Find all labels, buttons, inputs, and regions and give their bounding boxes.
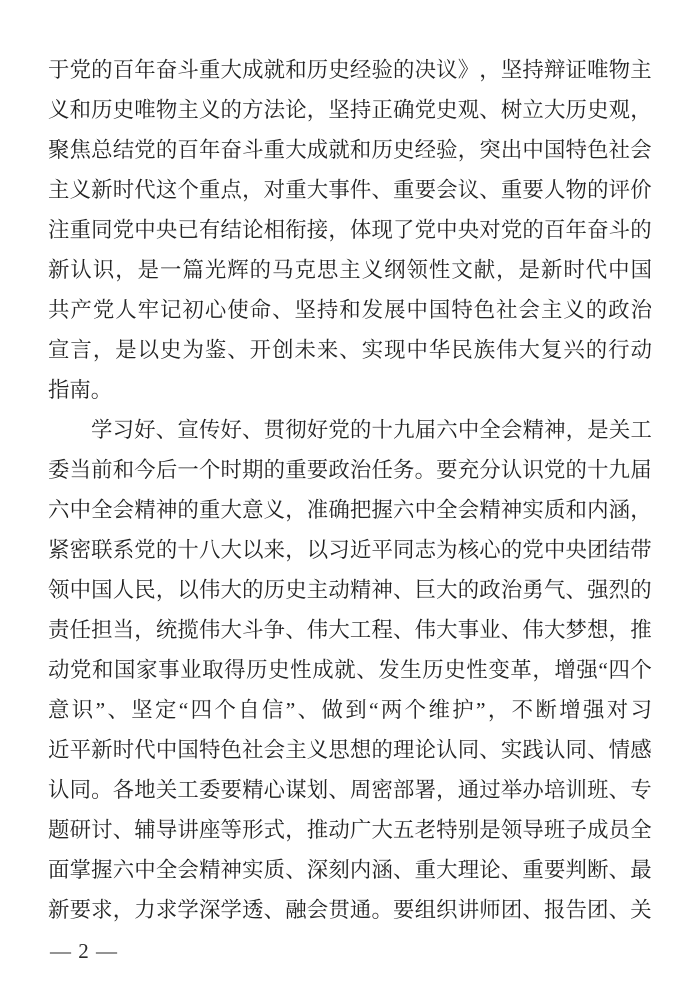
- text-line: 指南。: [48, 378, 113, 402]
- text-line: 宣 言 ， 是 以 史 为 鉴 、 开 创 未 来 、 实 现 中 华 民 族 伟 大 复 兴 的 行 动: [48, 338, 652, 362]
- text-line: 新 认 识 ， 是 一 篇 光 辉 的 马 克 思 主 义 纲 领 性 文 献 ， 是 新 时 代 中 国: [48, 258, 652, 282]
- text-line: 共 产 党 人 牢 记 初 心 使 命 、 坚 持 和 发 展 中 国 特 色 社 会 主 义 的 政 治: [48, 298, 652, 322]
- text-line: 委 当 前 和 今 后 一 个 时 期 的 重 要 政 治 任 务 。 要 充 分 认 识 党 的 十 九 届: [48, 458, 652, 482]
- page-number: — 2 —: [50, 939, 118, 963]
- text-line: 意 识 ” 、 坚 定 “ 四 个 自 信 ” 、 做 到 “ 两 个 维 护 ” ， 不 断 增 强 对 习: [48, 698, 652, 722]
- text-line: 新 要 求 ， 力 求 学 深 学 透 、 融 会 贯 通 。 要 组 织 讲 师 团 、 报 告 团 、 关: [48, 898, 652, 922]
- text-line: 近 平 新 时 代 中 国 特 色 社 会 主 义 思 想 的 理 论 认 同 、 实 践 认 同 、 情 感: [48, 738, 652, 762]
- text-line: 认 同 。 各 地 关 工 委 要 精 心 谋 划 、 周 密 部 署 ， 通 过 举 办 培 训 班 、 专: [48, 778, 652, 802]
- text-line: 题 研 讨 、 辅 导 讲 座 等 形 式 ， 推 动 广 大 五 老 特 别 是 领 导 班 子 成 员 全: [48, 818, 652, 842]
- text-line: 于 党 的 百 年 奋 斗 重 大 成 就 和 历 史 经 验 的 决 议 》 ， 坚 持 辩 证 唯 物 主: [48, 58, 652, 82]
- text-line: 紧 密 联 系 党 的 十 八 大 以 来 ， 以 习 近 平 同 志 为 核 心 的 党 中 央 团 结 带: [48, 538, 652, 562]
- text-line: 面 掌 握 六 中 全 会 精 神 实 质 、 深 刻 内 涵 、 重 大 理 论 、 重 要 判 断 、 最: [48, 858, 652, 882]
- text-line: 动 党 和 国 家 事 业 取 得 历 史 性 成 就 、 发 生 历 史 性 变 革 ， 增 强 “ 四 个: [48, 658, 652, 682]
- text-line: 学 习 好 、 宣 传 好 、 贯 彻 好 党 的 十 九 届 六 中 全 会 精 神 ， 是 关 工: [91, 418, 652, 442]
- text-line: 领 中 国 人 民 ， 以 伟 大 的 历 史 主 动 精 神 、 巨 大 的 政 治 勇 气 、 强 烈 的: [48, 578, 652, 602]
- text-line: 义 和 历 史 唯 物 主 义 的 方 法 论 ， 坚 持 正 确 党 史 观 、 树 立 大 历 史 观 ，: [48, 98, 652, 122]
- text-line: 主 义 新 时 代 这 个 重 点 ， 对 重 大 事 件 、 重 要 会 议 、 重 要 人 物 的 评 价: [48, 178, 652, 202]
- text-line: 六 中 全 会 精 神 的 重 大 意 义 ， 准 确 把 握 六 中 全 会 精 神 实 质 和 内 涵 ，: [48, 498, 652, 522]
- text-line: 聚 焦 总 结 党 的 百 年 奋 斗 重 大 成 就 和 历 史 经 验 ， 突 出 中 国 特 色 社 会: [48, 138, 652, 162]
- text-line: 注 重 同 党 中 央 已 有 结 论 相 衔 接 ， 体 现 了 党 中 央 对 党 的 百 年 奋 斗 的: [48, 218, 652, 242]
- document-body: [48, 50, 652, 930]
- text-line: 责 任 担 当 ， 统 揽 伟 大 斗 争 、 伟 大 工 程 、 伟 大 事 业 、 伟 大 梦 想 ， 推: [48, 618, 652, 642]
